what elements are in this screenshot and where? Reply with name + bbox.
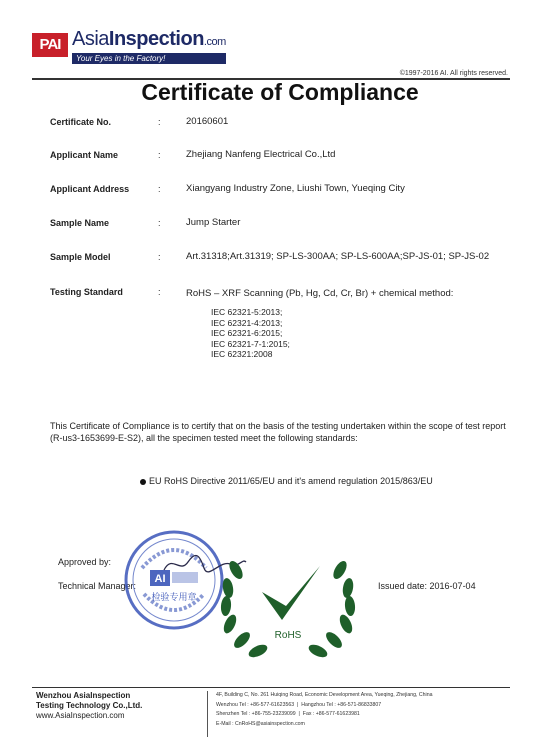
brand-part2: Inspection: [108, 28, 204, 50]
footer-email: E-Mail : CnRoHS@asiainspection.com: [216, 720, 305, 727]
rohs-badge-label: RoHS: [274, 630, 302, 641]
company-name-line1: Wenzhou AsiaInspection: [36, 691, 131, 700]
company-name-line2: Testing Technology Co.,Ltd.: [36, 701, 143, 710]
applicant-address-value: Xiangyang Industry Zone, Liushi Town, Yueqing City: [186, 183, 405, 194]
copyright-notice: ©1997-2016 AI. All rights reserved.: [399, 70, 508, 77]
company-logo-text: [72, 28, 226, 51]
field-colon: :: [158, 150, 161, 160]
field-colon: :: [158, 287, 161, 297]
company-tagline: Your Eyes in the Factory!: [72, 53, 226, 64]
sample-name-label: Sample Name: [50, 218, 110, 228]
company-website: www.AsiaInspection.com: [36, 711, 125, 720]
standard-item: IEC 62321:2008: [211, 349, 273, 360]
certificate-no-label: Certificate No.: [50, 117, 112, 127]
rohs-badge: [216, 540, 360, 664]
testing-standard-value: RoHS – XRF Scanning (Pb, Hg, Cd, Cr, Br) + chemical method:: [186, 288, 454, 299]
phone-shenzhen: Shenzhen Tel : +86-755-23239099: [216, 711, 296, 717]
footer-vertical-divider: [207, 691, 208, 737]
bullet-icon: [140, 479, 146, 485]
applicant-name-value: Zhejiang Nanfeng Electrical Co.,Ltd: [186, 149, 336, 160]
field-colon: :: [158, 218, 161, 228]
seal-center-text: AI: [154, 573, 166, 585]
footer-divider: [32, 687, 510, 688]
field-colon: :: [158, 184, 161, 194]
sample-model-value: Art.31318;Art.31319; SP-LS-300AA; SP-LS-600AA;SP-JS-01; SP-JS-02: [186, 251, 490, 262]
footer-company: [36, 691, 142, 721]
technical-manager-label: Technical Manager:: [58, 581, 137, 591]
certificate-no-value: 20160601: [186, 116, 229, 127]
standard-item: IEC 62321-4:2013;: [211, 317, 283, 328]
footer-contact: 4F, Building C, No. 261 Huiqing Road, Economic Development Area, Yueqing, Zhejiang, China Wenzhou Tel : +86-577-61623563 | Hangzhou Tel : +86-571-86833807 Shenzhen Tel : +86-755-23239099 | Fax : +86-577-61623981 E-Mail : CnRoHS@asiainspection.com: [216, 691, 516, 729]
company-logo-mark: PAI: [32, 33, 68, 57]
brand-domain: .com: [203, 36, 226, 48]
standards-list: [211, 307, 290, 360]
standard-item: IEC 62321-7-1:2015;: [211, 338, 290, 349]
seal-text: 检验专用章: [151, 593, 197, 603]
phone-wenzhou: Wenzhou Tel : +86-577-61623563: [216, 701, 295, 708]
directive-line: [140, 476, 433, 486]
approved-by-label: Approved by:: [58, 557, 112, 567]
sample-model-label: Sample Model: [50, 252, 111, 262]
testing-standard-label: Testing Standard: [50, 287, 123, 297]
applicant-name-label: Applicant Name: [50, 150, 119, 160]
sample-name-value: Jump Starter: [186, 217, 241, 228]
fax-number: Fax : +86-577-61623981: [302, 711, 360, 717]
standard-item: IEC 62321-6:2015;: [211, 328, 283, 339]
official-seal-stamp: [122, 528, 226, 632]
footer-address: 4F, Building C, No. 261 Huiqing Road, Economic Development Area, Yueqing, Zhejiang, China: [216, 692, 433, 698]
certificate-title: Certificate of Compliance: [141, 79, 419, 105]
field-colon: :: [158, 117, 161, 127]
directive-text: EU RoHS Directive 2011/65/EU and it's amend regulation 2015/863/EU: [149, 476, 433, 486]
field-colon: :: [158, 252, 161, 262]
applicant-address-label: Applicant Address: [50, 184, 130, 194]
phone-hangzhou: Hangzhou Tel : +86-571-86833807: [301, 701, 382, 708]
issued-date: Issued date: 2016-07-04: [378, 581, 476, 591]
standard-item: IEC 62321-5:2013;: [211, 307, 283, 317]
brand-part1: Asia: [72, 28, 109, 50]
compliance-statement: This Certificate of Compliance is to certify that on the basis of the testing undertaken within the scope of test report (R-us3-1653699-E-S2), all the specimen tested meet the following standards:: [50, 421, 506, 443]
